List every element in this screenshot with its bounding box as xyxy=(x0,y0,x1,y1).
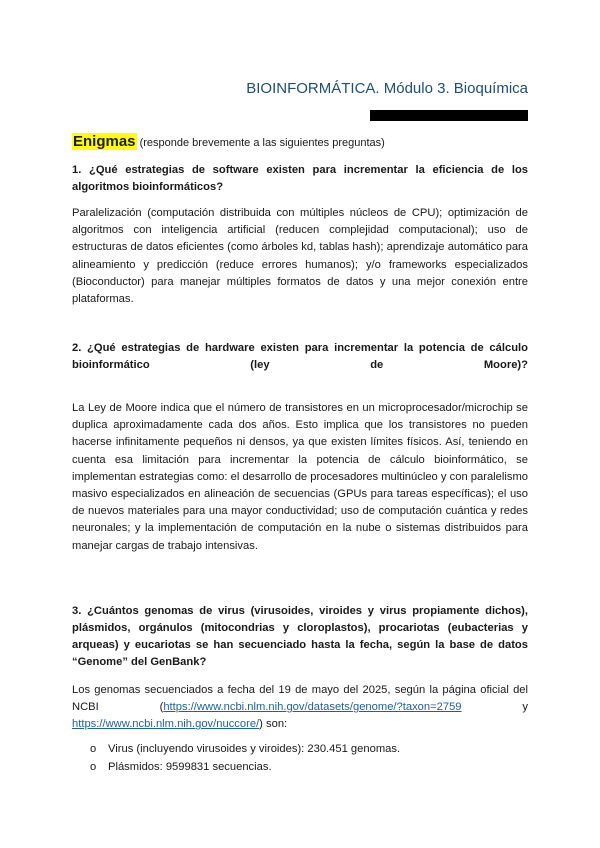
bullet-marker: o xyxy=(90,761,97,773)
header-underline-bar xyxy=(370,110,528,121)
question-3: 3. ¿Cuántos genomas de virus (virusoides, viroides y virus propiamente dichos), plásmidos, orgánulos (mitocondrias y cloroplastos), procariotas (eubacterias y arqueas) y eucariotas se han secuenciado hasta la fecha, según la base de datos “Genome” del GenBank? xyxy=(72,605,528,668)
list-item xyxy=(72,758,528,776)
list-item xyxy=(72,740,528,758)
list-item-text: Virus (incluyendo virusoides y viroides): 230.451 genomas. xyxy=(108,743,401,755)
question-2: 2. ¿Qué estrategias de hardware existen para incrementar la potencia de cálculo bioinformático (ley de Moore)? xyxy=(72,342,528,371)
section-title-highlighted: Enigmas xyxy=(73,133,136,150)
bullet-marker: o xyxy=(90,743,97,755)
ncbi-genome-link[interactable]: https://www.ncbi.nlm.nih.gov/datasets/genome/?taxon=2759 xyxy=(163,701,462,714)
page-header-title: BIOINFORMÁTICA. Módulo 3. Bioquímica xyxy=(246,80,528,97)
section-instruction: (responde brevemente a las siguientes preguntas) xyxy=(136,137,385,149)
answer-2: La Ley de Moore indica que el número de transistores en un microprocesador/microchip se duplica aproximadamente cada dos años. Esto implica que los transistores no pueden hacerse infinitamente pequeños ni densos, ya que existen límites físicos. Así, teniendo en cuenta esa limitación para incrementar la potencia de cálculo bioinformático, se implementan estrategias como: el desarrollo de procesadores multinúcleo y con paralelismo masivo especializados en alineación de secuencias (GPUs para tareas específicas); el uso de nuevos materiales para una mayor conductividad; uso de computación cuántica y redes neuronales; y la implementación de computación en la nube o sistemas distribuidos para manejar cargas de trabajo intensivas. xyxy=(72,402,528,552)
answer-3-suffix: ) son: xyxy=(259,718,288,731)
answer-3-middle: y xyxy=(461,701,529,714)
genome-count-list xyxy=(72,740,528,776)
list-item-text: Plásmidos: 9599831 secuencias. xyxy=(108,761,272,773)
ncbi-nuccore-link[interactable]: https://www.ncbi.nlm.nih.gov/nuccore/ xyxy=(72,718,260,731)
answer-3 xyxy=(72,682,528,734)
answer-3-prefix: Los genomas secuenciados a fecha del 19 de mayo del 2025, según la página oficial del NCBI ( xyxy=(72,684,528,714)
answer-1: Paralelización (computación distribuida con múltiples núcleos de CPU); optimización de algoritmos con inteligencia artificial (reducen complejidad computacional); uso de estructuras de datos eficientes (como árboles kd, tablas hash); aprendizaje automático para alineamiento y predicción (reduce errores humanos); y/o frameworks especializados (Bioconductor) para manejar múltiples formatos de datos y una mejor conexión entre plataformas. xyxy=(72,207,528,306)
intro-line xyxy=(72,133,528,151)
question-1: 1. ¿Qué estrategias de software existen para incrementar la eficiencia de los algoritmos bioinformáticos? xyxy=(72,164,528,193)
